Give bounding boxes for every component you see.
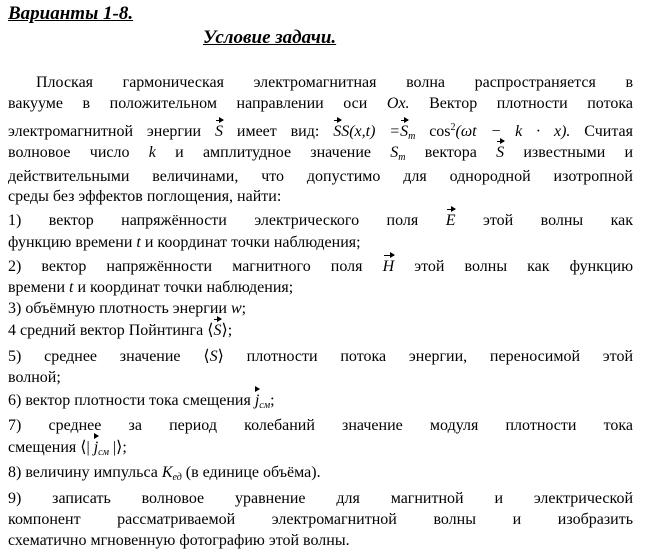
item-1-line-1: 1) вектор напряжённости электрического поля E этой волны как (8, 212, 634, 229)
intro-line-5: действительными величинами, что допустимо для однородной изотропной (8, 168, 633, 185)
item-9-line-2: компонент рассматриваемой электромагнитной волны и изобразить (8, 511, 633, 528)
item-6: 6) вектор плотности тока смещения $j_{см}$; (8, 392, 275, 411)
item-9-line-1: 9) записать волновое уравнение для магнитной и электрической (8, 490, 633, 507)
intro-line-4: волновое число k и амплитудное значение $S_m$ вектора S известными и (8, 144, 634, 163)
intro-line-1: Плоская гармоническая электромагнитная волна распространяется в (36, 74, 633, 91)
item-9-line-3: схематично мгновенную фотографию этой волны. (8, 532, 350, 549)
item-2-line-2: времени t и координат точки наблюдения; (8, 279, 294, 296)
item-8: 8) величину импульса $K_{ед}$ (в единице объёма). (8, 464, 321, 483)
vector-H: H (382, 258, 395, 275)
item-5-line-2: волной; (8, 369, 61, 386)
intro-line-3: электромагнитной энергии S имеет вид: $SS(x,t) =S_m$ $\cos^2(\omega t - k \cdot x)$. Считая (8, 122, 634, 142)
poynting-formula: $SS(x,t) =S_m$ $\cos^2(\omega t - k \cdot x)$. (333, 122, 571, 142)
item-5-line-1: 5) среднее значение ⟨S⟩ плотности потока энергии, переносимой этой (8, 348, 634, 365)
condition-heading: Условие задачи. (203, 27, 337, 48)
item-4: 4 средний вектор Пойнтинга ⟨S⟩; (8, 322, 233, 339)
item-1-line-2: функцию времени t и координат точки наблюдения; (8, 234, 361, 251)
item-7-line-2: смещения ⟨| $j_{см}$ |⟩; (8, 439, 127, 458)
item-7-line-1: 7) среднее за период колебаний значение модуля плотности тока (8, 417, 633, 434)
intro-line-6: среды без эффектов поглощения, найти: (8, 188, 282, 205)
intro-line-2: вакууме в положительном направлении оси Ox. Вектор плотности потока (8, 95, 634, 112)
item-2-line-1: 2) вектор напряжённости магнитного поля H этой волны как функцию (8, 258, 634, 275)
vector-S: S (215, 123, 223, 140)
item-3: 3) объёмную плотность энергии w; (8, 300, 247, 317)
vector-E: E (445, 212, 456, 229)
variants-heading: Варианты 1-8. (8, 3, 134, 24)
amplitude-Sm: $S_m$ (390, 144, 406, 163)
